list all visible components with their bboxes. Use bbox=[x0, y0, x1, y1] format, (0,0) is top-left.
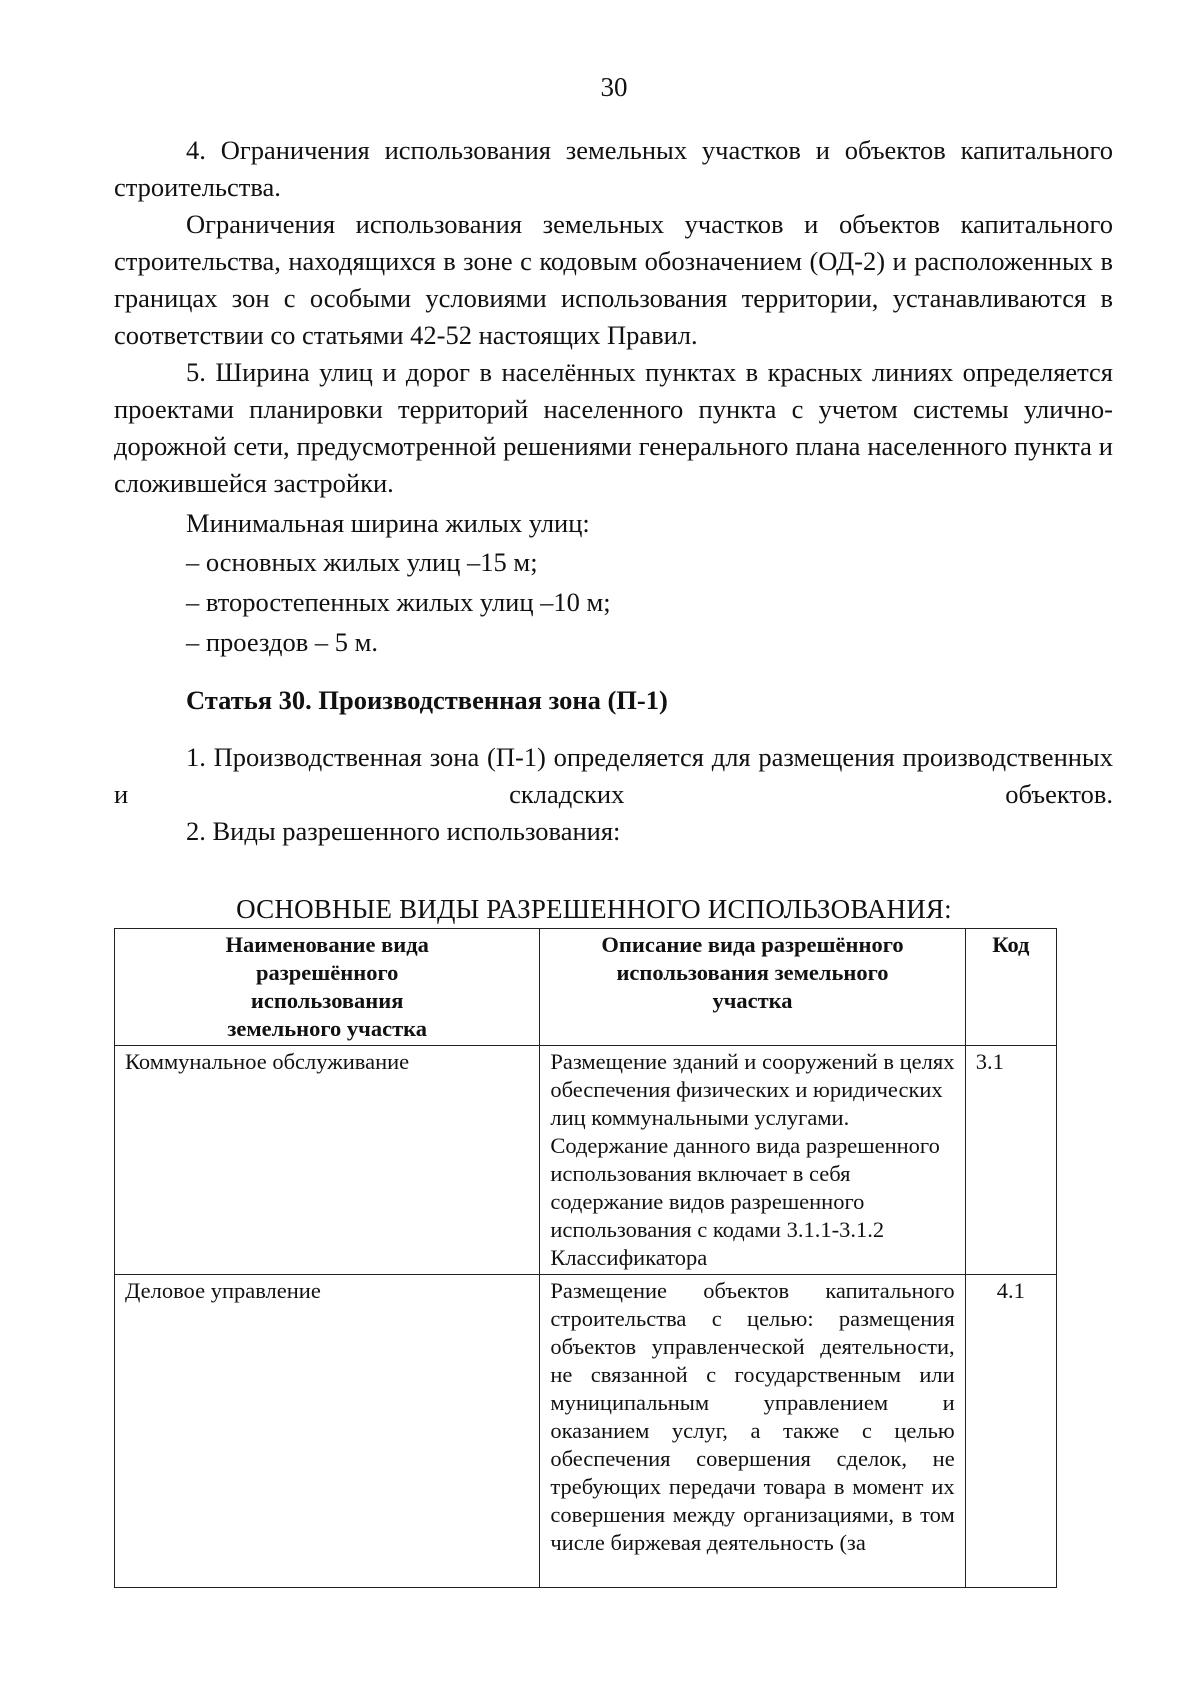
header-description: Описание вида разрешённого использования земельного участка bbox=[540, 929, 965, 1046]
document-body bbox=[114, 132, 1113, 1588]
paragraph-permitted-uses: 2. Виды разрешенного использования: bbox=[186, 816, 621, 846]
table-row bbox=[115, 1275, 1057, 1588]
street-width-list bbox=[114, 542, 1113, 662]
paragraph-zone-purpose: 1. Производственная зона (П-1) определяется для размещения производственных и складских объектов. bbox=[114, 742, 1113, 809]
paragraph-restrictions-body: Ограничения использования земельных участков и объектов капитального строительства, находящихся в зоне с кодовым обозначением (ОД-2) и расположенных в границах зон с особыми условиями использования территории, устанавливаются в соответствии со статьями 42-52 настоящих Правил. bbox=[114, 209, 1113, 350]
table-row bbox=[115, 1046, 1057, 1275]
table-title: ОСНОВНЫЕ ВИДЫ РАЗРЕШЕННОГО ИСПОЛЬЗОВАНИЯ: bbox=[236, 894, 952, 924]
permitted-uses-table bbox=[114, 928, 1057, 1588]
page-number: 30 bbox=[600, 72, 628, 102]
header-name: Наименование вида разрешённого использования земельного участка bbox=[115, 929, 540, 1046]
list-item: – проездов – 5 м. bbox=[186, 627, 378, 657]
cell-code: 4.1 bbox=[965, 1275, 1056, 1588]
list-item: – второстепенных жилых улиц –10 м; bbox=[186, 587, 611, 617]
table-header-row bbox=[115, 929, 1057, 1046]
cell-name: Коммунальное обслуживание bbox=[115, 1046, 540, 1275]
cell-description-text: Размещение объектов капитального строительства с целью: размещения объектов управленческой деятельности, не связанной с государственным или муниципальным управлением и оказанием услуг, а также с целью обеспечения совершения сделок, не требующих передачи товара в момент их совершения между организациями, в том числе биржевая деятельность (за bbox=[550, 1278, 955, 1555]
cell-description: Размещение зданий и сооружений в целях обеспечения физических и юридических лиц коммунальными услугами. Содержание данного вида разрешенного использования включает в себя содержание видов разрешенного использования с кодами 3.1.1-3.1.2 Классификатора bbox=[540, 1046, 965, 1275]
cell-name: Деловое управление bbox=[115, 1275, 540, 1588]
cell-code: 3.1 bbox=[965, 1046, 1056, 1275]
cell-description bbox=[540, 1275, 965, 1588]
list-item: – основных жилых улиц –15 м; bbox=[186, 547, 538, 577]
paragraph-restrictions-title: 4. Ограничения использования земельных участков и объектов капитального строительства. bbox=[114, 135, 1113, 202]
header-code: Код bbox=[965, 929, 1056, 1046]
paragraph-min-width-intro: Минимальная ширина жилых улиц: bbox=[186, 508, 590, 538]
article-heading: Статья 30. Производственная зона (П-1) bbox=[186, 685, 668, 715]
paragraph-street-width: 5. Ширина улиц и дорог в населённых пунктах в красных линиях определяется проектами планировки территорий населенного пункта с учетом системы улично-дорожной сети, предусмотренной решениями генерального плана населенного пункта и сложившейся застройки. bbox=[114, 357, 1113, 498]
